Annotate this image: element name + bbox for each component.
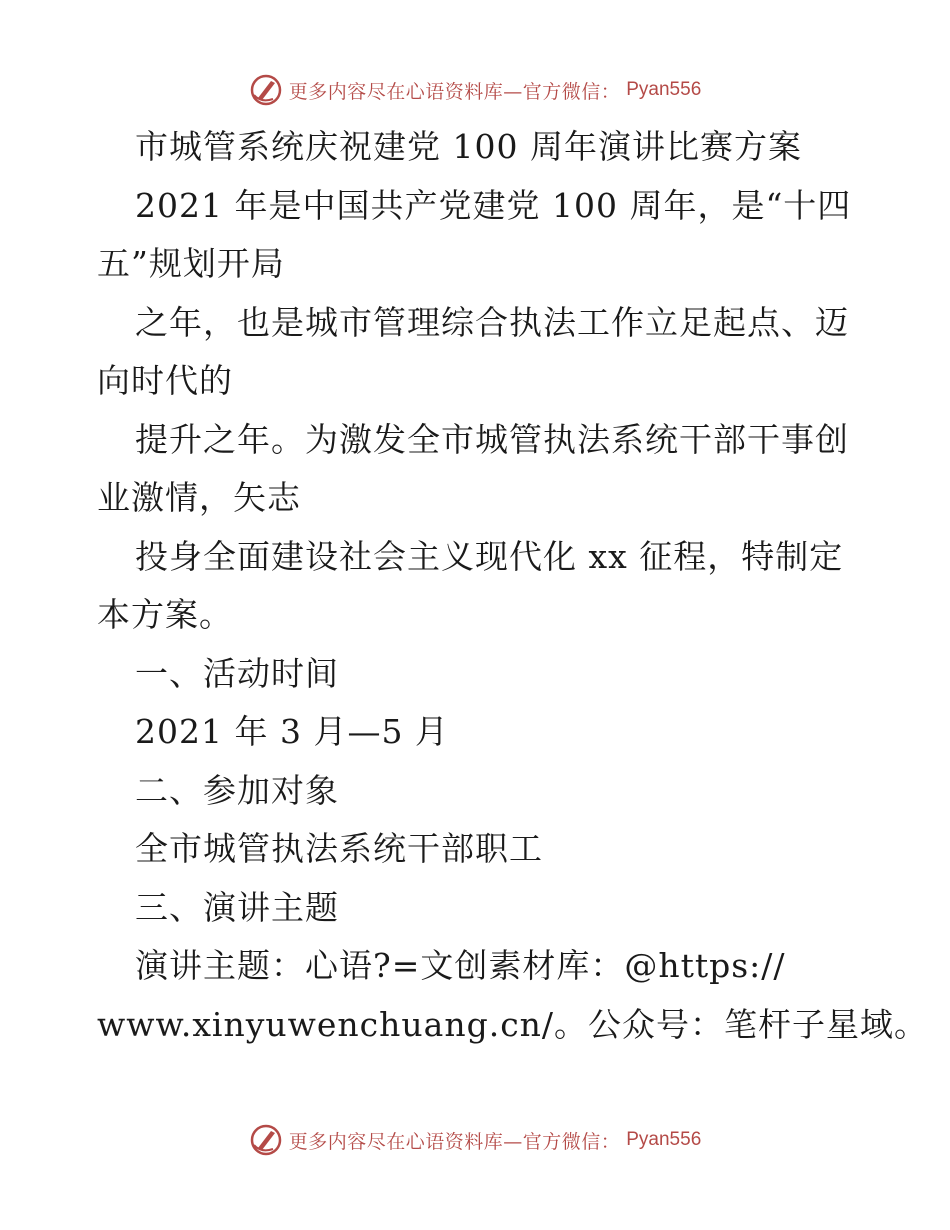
theme-line: www.xinyuwenchuang.cn/。公众号：笔杆子星域。 (97, 1004, 929, 1044)
activity-time-value: 2021 年 3 月—5 月 (135, 712, 449, 751)
paragraph-line: 之年，也是城市管理综合执法工作立足起点、迈 (135, 302, 849, 342)
section-heading-activity-time: 一、活动时间 (135, 653, 339, 693)
paragraph-line: 五”规划开局 (97, 244, 285, 283)
document-title: 市城管系统庆祝建党 100 周年演讲比赛方案 (135, 127, 802, 166)
paragraph-line: 本方案。 (97, 595, 233, 634)
banner-wechat-handle: Pyan556 (626, 79, 702, 100)
banner-text: 更多内容尽在心语资料库—官方微信： (288, 1130, 621, 1153)
paragraph-line: 投身全面建设社会主义现代化 xx 征程，特制定 (135, 536, 844, 576)
document-body (97, 118, 929, 1054)
banner-wechat-handle: Pyan556 (626, 1129, 702, 1150)
participants-value: 全市城管执法系统干部职工 (135, 829, 543, 868)
header-banner (0, 70, 950, 110)
quill-pen-logo-icon (249, 73, 283, 107)
section-heading-theme: 三、演讲主题 (135, 887, 339, 927)
section-heading-participants: 二、参加对象 (135, 770, 339, 810)
theme-line: 演讲主题：心语?=文创素材库：@https:// (135, 946, 786, 985)
paragraph-line: 2021 年是中国共产党建党 100 周年，是“十四 (135, 185, 852, 225)
paragraph-line: 业激情，矢志 (97, 478, 301, 517)
banner-text: 更多内容尽在心语资料库—官方微信： (288, 80, 621, 103)
footer-banner (0, 1120, 950, 1160)
quill-pen-logo-icon (249, 1123, 283, 1157)
paragraph-line: 提升之年。为激发全市城管执法系统干部干事创 (135, 419, 849, 459)
paragraph-line: 向时代的 (97, 361, 233, 400)
